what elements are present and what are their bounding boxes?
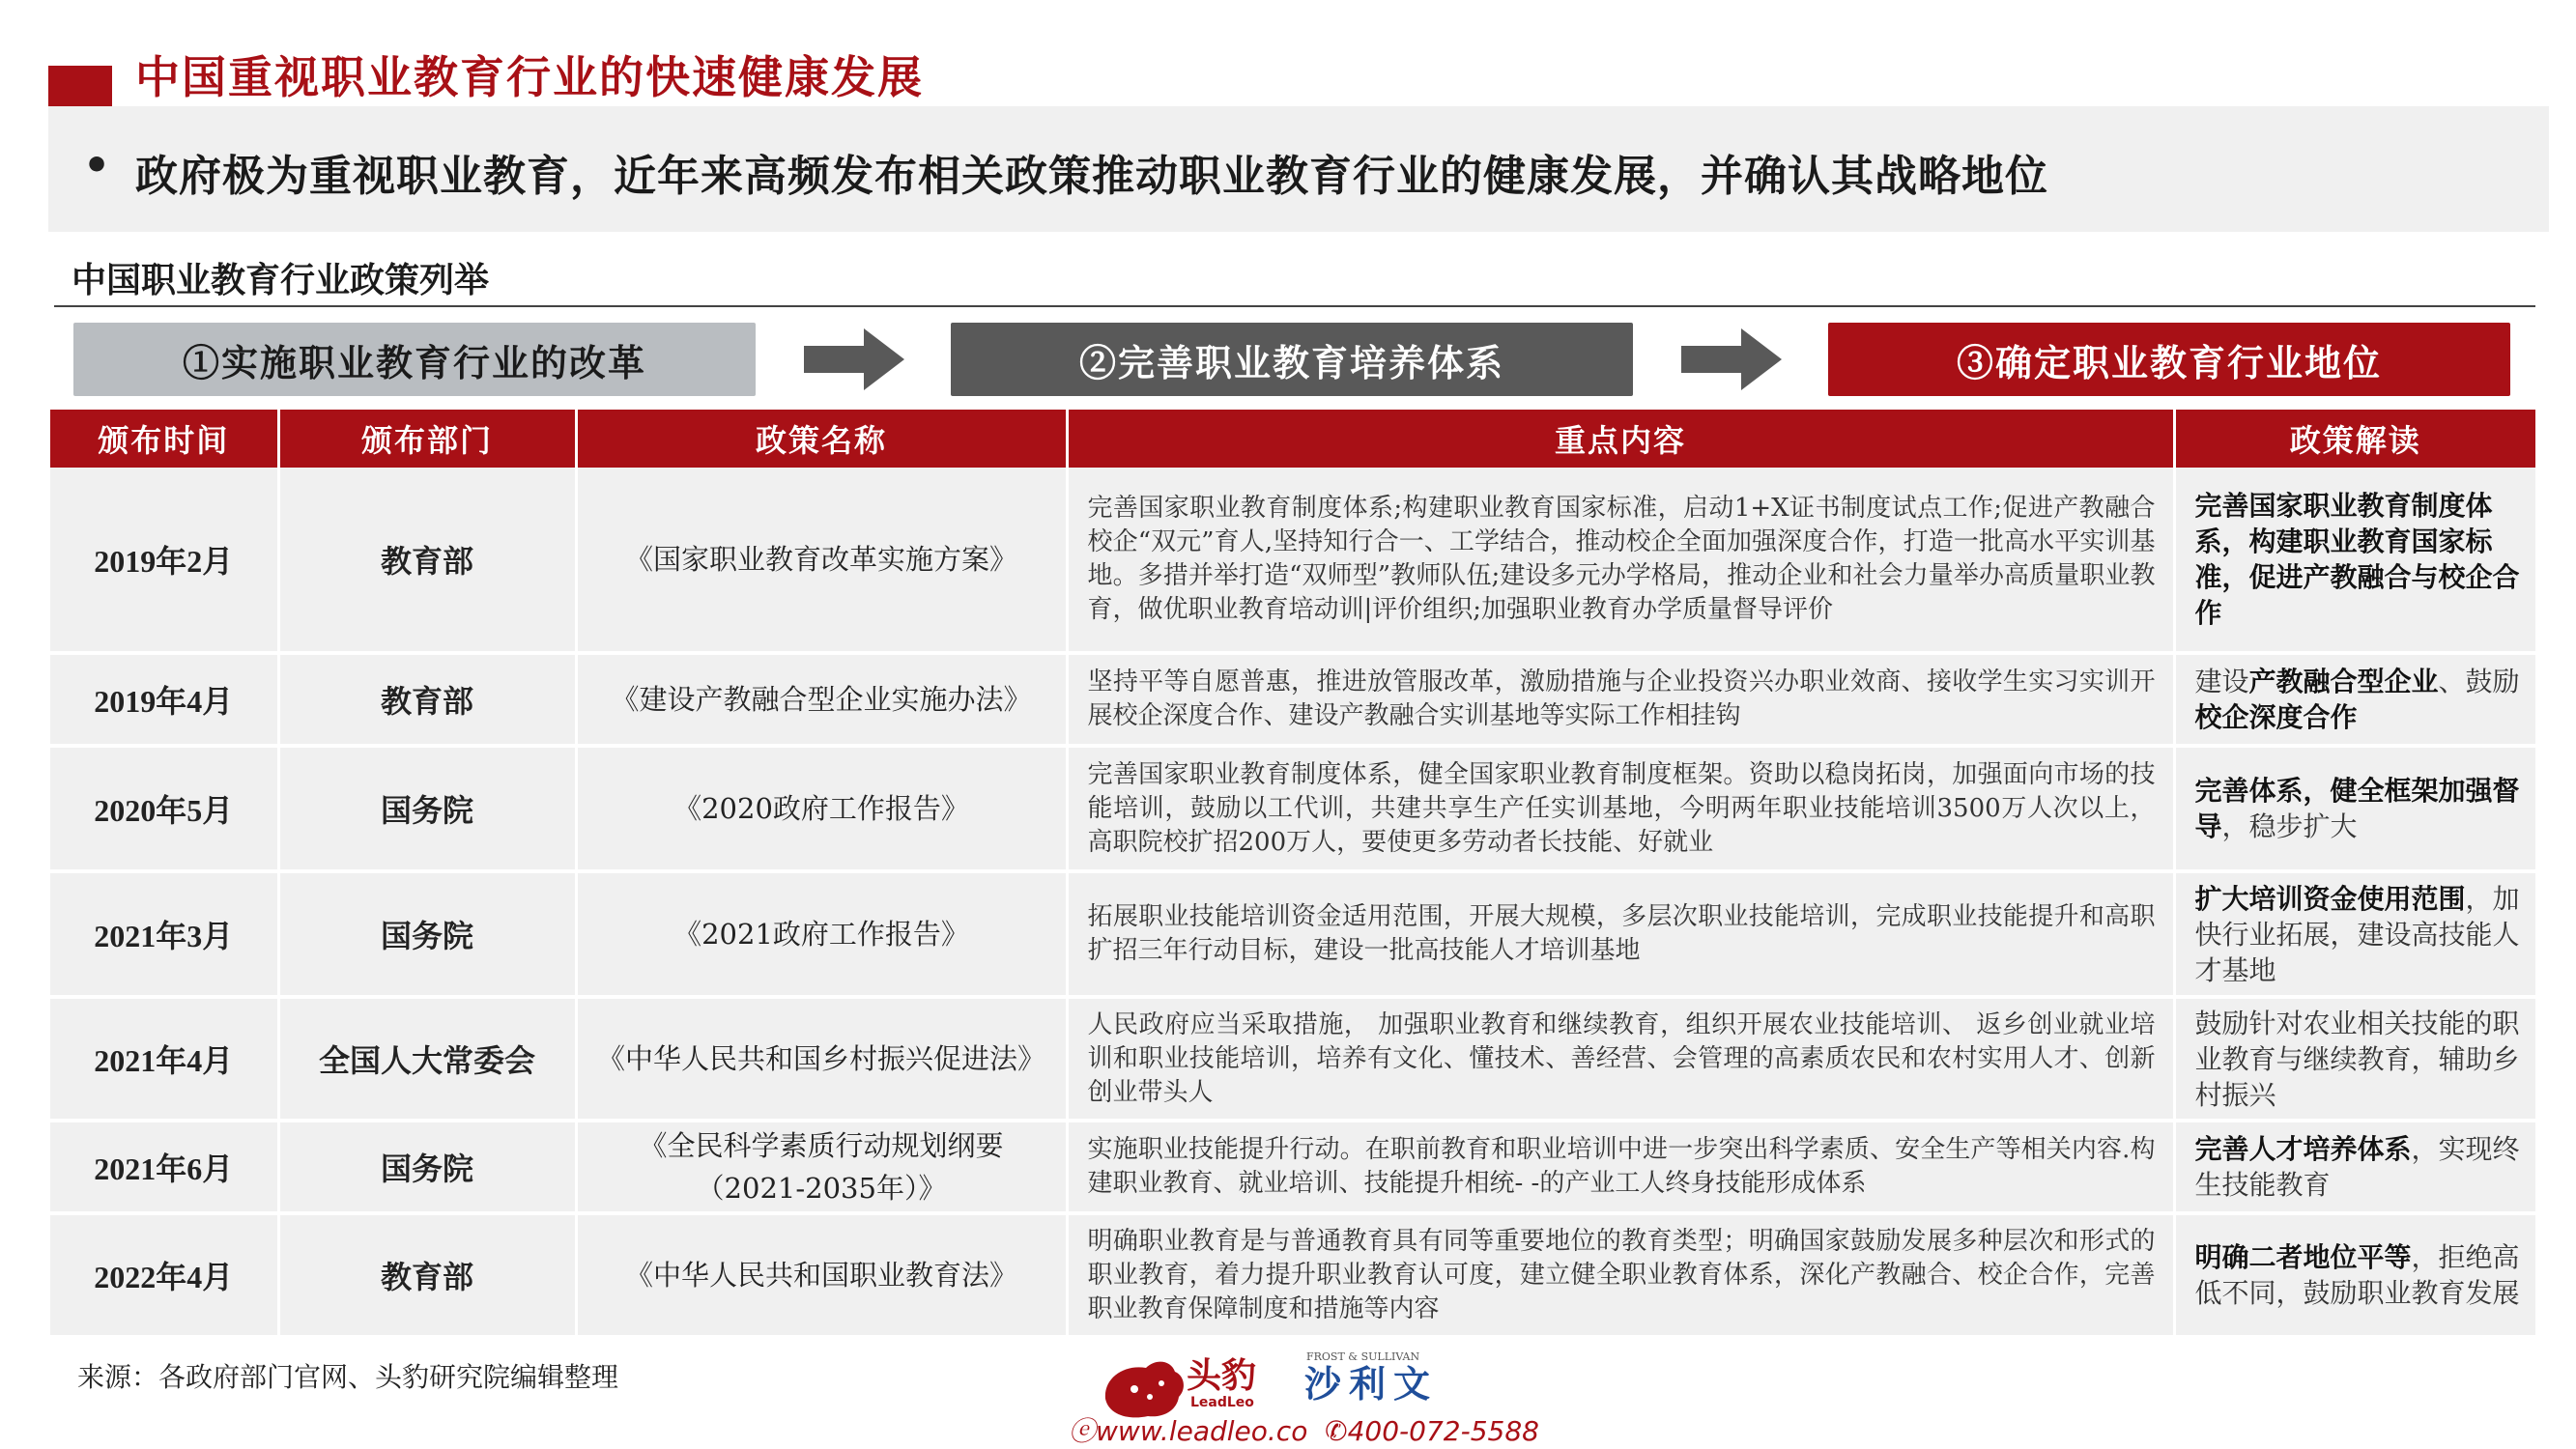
logo-frost-cn: 沙利文 [1304, 1363, 1439, 1406]
cell-dept: 教育部 [278, 1213, 576, 1337]
web-icon: ⓔ [1069, 1415, 1097, 1447]
table-header-row [50, 410, 2535, 468]
header-interp: 政策解读 [2174, 410, 2535, 468]
cell-dept: 国务院 [278, 746, 576, 871]
cell-content: 人民政府应当采取措施， 加强职业教育和继续教育，组织开展农业技能培训、 返乡创业就业培训和职业技能培训，培养有文化、懂技术、善经营、会管理的高素质农民和农村实用人才、创新创业带头人 [1067, 997, 2174, 1121]
section-divider [54, 305, 2535, 307]
stage-2-box: ②完善职业教育培养体系 [951, 323, 1633, 396]
cell-content: 明确职业教育是与普通教育具有同等重要地位的教育类型；明确国家鼓励发展多种层次和形式的职业教育，着力提升职业教育认可度，建立健全职业教育体系，深化产教融合、校企合作，完善职业教育保障制度和措施等内容 [1067, 1213, 2174, 1337]
summary-bullet: 政府极为重视职业教育，近年来高频发布相关政策推动职业教育行业的健康发展，并确认其战略地位 [135, 152, 2048, 201]
bullet-icon: • [83, 141, 111, 190]
cell-policy-name: 《2020政府工作报告》 [576, 746, 1067, 871]
cell-policy-name: 《建设产教融合型企业实施办法》 [576, 653, 1067, 746]
source-note: 来源：各政府部门官网、头豹研究院编辑整理 [77, 1361, 619, 1393]
cell-dept: 教育部 [278, 468, 576, 653]
header-name: 政策名称 [576, 410, 1067, 468]
cell-content: 坚持平等自愿普惠，推进放管服改革，激励措施与企业投资兴办职业效商、接收学生实习实训开展校企深度合作、建设产教融合实训基地等实际工作相挂钩 [1067, 653, 2174, 746]
right-arrow-icon [1681, 328, 1782, 390]
logo-leadleo-en: LeadLeo [1190, 1395, 1254, 1410]
table-row [50, 1213, 2535, 1337]
cell-dept: 国务院 [278, 1121, 576, 1213]
header-dept: 颁布部门 [278, 410, 576, 468]
cell-date: 2020年5月 [50, 746, 278, 871]
cell-interpretation: 完善国家职业教育制度体系，构建职业教育国家标准，促进产教融合与校企合作 [2174, 468, 2535, 653]
cell-interpretation: 鼓励针对农业相关技能的职业教育与继续教育，辅助乡村振兴 [2174, 997, 2535, 1121]
table-row [50, 653, 2535, 746]
cell-content: 实施职业技能提升行动。在职前教育和职业培训中进一步突出科学素质、安全生产等相关内容.构建职业教育、就业培训、技能提升相统- -的产业工人终身技能形成体系 [1067, 1121, 2174, 1213]
cell-content: 完善国家职业教育制度体系;构建职业教育国家标准，启动1+X证书制度试点工作;促进产教融合校企“双元”育人,坚持知行合一、工学结合，推动校企全面加强深度合作，打造一批高水平实训基地。多措并举打造“双师型”教师队伍;建设多元办学格局，推动企业和社会力量举办高质量职业教育，做优职业教育培动训|评价组织;加强职业教育办学质量督导评价 [1067, 468, 2174, 653]
cell-date: 2021年4月 [50, 997, 278, 1121]
footer-contact [1069, 1410, 1539, 1449]
table-row [50, 997, 2535, 1121]
stage-1-box: ①实施职业教育行业的改革 [73, 323, 756, 396]
header-date: 颁布时间 [50, 410, 278, 468]
cell-date: 2019年4月 [50, 653, 278, 746]
table-row [50, 746, 2535, 871]
table-row [50, 1121, 2535, 1213]
phone-number: 400-072-5588 [1347, 1415, 1539, 1447]
cell-date: 2019年2月 [50, 468, 278, 653]
policy-table [50, 410, 2535, 1339]
cell-date: 2022年4月 [50, 1213, 278, 1337]
cell-policy-name: 《2021政府工作报告》 [576, 871, 1067, 997]
cell-interpretation: 完善体系，健全框架加强督导，稳步扩大 [2174, 746, 2535, 871]
cell-policy-name: 《国家职业教育改革实施方案》 [576, 468, 1067, 653]
cell-policy-name: 《全民科学素质行动规划纲要（2021-2035年）》 [576, 1121, 1067, 1213]
cell-dept: 全国人大常委会 [278, 997, 576, 1121]
cell-interpretation: 建设产教融合型企业、鼓励校企深度合作 [2174, 653, 2535, 746]
section-subtitle: 中国职业教育行业政策列举 [72, 260, 490, 300]
cell-interpretation: 明确二者地位平等，拒绝高低不同，鼓励职业教育发展 [2174, 1213, 2535, 1337]
phone-icon: ✆ [1325, 1415, 1348, 1447]
right-arrow-icon [804, 328, 904, 390]
stage-3-box: ③确定职业教育行业地位 [1828, 323, 2510, 396]
cell-interpretation: 扩大培训资金使用范围，加快行业拓展，建设高技能人才基地 [2174, 871, 2535, 997]
page-title: 中国重视职业教育行业的快速健康发展 [135, 51, 924, 103]
cell-date: 2021年6月 [50, 1121, 278, 1213]
leopard-logo-icon [1105, 1362, 1184, 1418]
table-row [50, 871, 2535, 997]
cell-date: 2021年3月 [50, 871, 278, 997]
cell-policy-name: 《中华人民共和国职业教育法》 [576, 1213, 1067, 1337]
cell-dept: 教育部 [278, 653, 576, 746]
website-link[interactable]: www.leadleo.co [1096, 1415, 1308, 1447]
cell-policy-name: 《中华人民共和国乡村振兴促进法》 [576, 997, 1067, 1121]
header-content: 重点内容 [1067, 410, 2174, 468]
table-row [50, 468, 2535, 653]
cell-content: 完善国家职业教育制度体系，健全国家职业教育制度框架。资助以稳岗拓岗，加强面向市场的技能培训，鼓励以工代训，共建共享生产任实训基地，今明两年职业技能培训3500万人次以上，高职院校扩招200万人，要使更多劳动者长技能、好就业 [1067, 746, 2174, 871]
cell-dept: 国务院 [278, 871, 576, 997]
logo-leadleo-cn: 头豹 [1187, 1356, 1257, 1396]
logo-frost-top: FROST & SULLIVAN [1306, 1350, 1420, 1363]
cell-interpretation: 完善人才培养体系，实现终生技能教育 [2174, 1121, 2535, 1213]
cell-content: 拓展职业技能培训资金适用范围，开展大规模，多层次职业技能培训，完成职业技能提升和高职扩招三年行动目标，建设一批高技能人才培训基地 [1067, 871, 2174, 997]
